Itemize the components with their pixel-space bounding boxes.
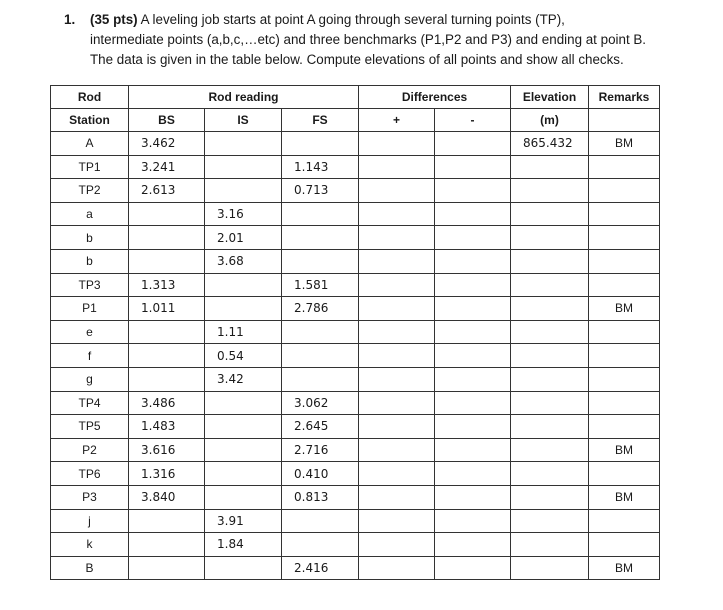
- remarks-cell: [589, 155, 660, 179]
- question-number: 1.: [64, 12, 76, 27]
- fs-cell: 2.645: [282, 415, 359, 439]
- header-station: Station: [51, 109, 129, 132]
- remarks-cell: BM: [589, 438, 660, 462]
- minus-cell: [435, 132, 511, 156]
- is-cell: [205, 155, 282, 179]
- leveling-table: [50, 85, 660, 580]
- table-row: [51, 155, 660, 179]
- question-line-1-text: A leveling job starts at point A going through several turning points (TP),: [137, 12, 565, 27]
- bs-cell: [129, 367, 205, 391]
- station-cell: k: [51, 533, 129, 557]
- minus-cell: [435, 179, 511, 203]
- elevation-cell: [511, 367, 589, 391]
- plus-cell: [359, 485, 435, 509]
- station-cell: f: [51, 344, 129, 368]
- elevation-cell: [511, 533, 589, 557]
- minus-cell: [435, 533, 511, 557]
- table-row: [51, 462, 660, 486]
- minus-cell: [435, 391, 511, 415]
- table-row: [51, 320, 660, 344]
- station-cell: TP6: [51, 462, 129, 486]
- elevation-cell: [511, 462, 589, 486]
- table-row: [51, 179, 660, 203]
- fs-cell: [282, 226, 359, 250]
- table-row: [51, 509, 660, 533]
- plus-cell: [359, 438, 435, 462]
- remarks-cell: BM: [589, 556, 660, 580]
- is-cell: 3.68: [205, 249, 282, 273]
- remarks-cell: [589, 391, 660, 415]
- plus-cell: [359, 202, 435, 226]
- plus-cell: [359, 462, 435, 486]
- station-cell: B: [51, 556, 129, 580]
- remarks-cell: [589, 179, 660, 203]
- plus-cell: [359, 249, 435, 273]
- bs-cell: [129, 556, 205, 580]
- remarks-cell: [589, 533, 660, 557]
- plus-cell: [359, 132, 435, 156]
- plus-cell: [359, 533, 435, 557]
- remarks-cell: [589, 249, 660, 273]
- table-row: [51, 391, 660, 415]
- fs-cell: 1.143: [282, 155, 359, 179]
- table-row: [51, 273, 660, 297]
- minus-cell: [435, 273, 511, 297]
- header-unit: (m): [511, 109, 589, 132]
- header-plus: +: [359, 109, 435, 132]
- fs-cell: [282, 344, 359, 368]
- minus-cell: [435, 202, 511, 226]
- table-row: [51, 485, 660, 509]
- fs-cell: [282, 249, 359, 273]
- table-row: [51, 226, 660, 250]
- bs-cell: 3.840: [129, 485, 205, 509]
- plus-cell: [359, 415, 435, 439]
- elevation-cell: [511, 391, 589, 415]
- header-remarks: Remarks: [589, 86, 660, 109]
- is-cell: [205, 462, 282, 486]
- bs-cell: 2.613: [129, 179, 205, 203]
- remarks-cell: [589, 320, 660, 344]
- table-row: [51, 132, 660, 156]
- station-cell: g: [51, 367, 129, 391]
- station-cell: a: [51, 202, 129, 226]
- plus-cell: [359, 367, 435, 391]
- table-row: [51, 367, 660, 391]
- station-cell: A: [51, 132, 129, 156]
- station-cell: TP5: [51, 415, 129, 439]
- is-cell: 3.91: [205, 509, 282, 533]
- is-cell: [205, 485, 282, 509]
- header-is: IS: [205, 109, 282, 132]
- fs-cell: [282, 132, 359, 156]
- plus-cell: [359, 297, 435, 321]
- elevation-cell: [511, 273, 589, 297]
- remarks-cell: [589, 462, 660, 486]
- header-row-1: [51, 86, 660, 109]
- table-row: [51, 533, 660, 557]
- bs-cell: [129, 344, 205, 368]
- plus-cell: [359, 344, 435, 368]
- is-cell: [205, 179, 282, 203]
- header-rod: Rod: [51, 86, 129, 109]
- header-rod-reading: Rod reading: [129, 86, 359, 109]
- plus-cell: [359, 226, 435, 250]
- bs-cell: 1.483: [129, 415, 205, 439]
- fs-cell: 3.062: [282, 391, 359, 415]
- remarks-cell: [589, 226, 660, 250]
- is-cell: 3.42: [205, 367, 282, 391]
- plus-cell: [359, 155, 435, 179]
- is-cell: 0.54: [205, 344, 282, 368]
- is-cell: 1.84: [205, 533, 282, 557]
- elevation-cell: [511, 320, 589, 344]
- bs-cell: [129, 509, 205, 533]
- header-remarks-blank: [589, 109, 660, 132]
- bs-cell: 3.241: [129, 155, 205, 179]
- plus-cell: [359, 273, 435, 297]
- remarks-cell: [589, 273, 660, 297]
- plus-cell: [359, 320, 435, 344]
- minus-cell: [435, 556, 511, 580]
- bs-cell: 3.616: [129, 438, 205, 462]
- station-cell: TP1: [51, 155, 129, 179]
- is-cell: [205, 273, 282, 297]
- table-body: [51, 132, 660, 580]
- elevation-cell: [511, 155, 589, 179]
- elevation-cell: [511, 509, 589, 533]
- remarks-cell: BM: [589, 297, 660, 321]
- minus-cell: [435, 462, 511, 486]
- fs-cell: [282, 202, 359, 226]
- elevation-cell: [511, 297, 589, 321]
- bs-cell: 1.011: [129, 297, 205, 321]
- is-cell: [205, 438, 282, 462]
- bs-cell: 1.316: [129, 462, 205, 486]
- question-line-3: The data is given in the table below. Compute elevations of all points and show all checks.: [90, 52, 624, 67]
- table-row: [51, 438, 660, 462]
- fs-cell: 2.416: [282, 556, 359, 580]
- elevation-cell: [511, 202, 589, 226]
- elevation-cell: [511, 415, 589, 439]
- table-row: [51, 297, 660, 321]
- elevation-cell: [511, 344, 589, 368]
- header-row-2: [51, 109, 660, 132]
- bs-cell: 1.313: [129, 273, 205, 297]
- table-row: [51, 202, 660, 226]
- question-line-1: [90, 10, 684, 30]
- elevation-cell: 865.432: [511, 132, 589, 156]
- bs-cell: [129, 249, 205, 273]
- is-cell: [205, 132, 282, 156]
- station-cell: P2: [51, 438, 129, 462]
- station-cell: TP3: [51, 273, 129, 297]
- minus-cell: [435, 155, 511, 179]
- table-row: [51, 249, 660, 273]
- elevation-cell: [511, 438, 589, 462]
- table-row: [51, 556, 660, 580]
- elevation-cell: [511, 556, 589, 580]
- table-row: [51, 415, 660, 439]
- fs-cell: [282, 320, 359, 344]
- fs-cell: 0.713: [282, 179, 359, 203]
- header-bs: BS: [129, 109, 205, 132]
- station-cell: P3: [51, 485, 129, 509]
- fs-cell: [282, 367, 359, 391]
- fs-cell: 0.813: [282, 485, 359, 509]
- fs-cell: [282, 509, 359, 533]
- elevation-cell: [511, 179, 589, 203]
- is-cell: 2.01: [205, 226, 282, 250]
- minus-cell: [435, 509, 511, 533]
- station-cell: e: [51, 320, 129, 344]
- station-cell: TP2: [51, 179, 129, 203]
- plus-cell: [359, 391, 435, 415]
- station-cell: P1: [51, 297, 129, 321]
- header-minus: -: [435, 109, 511, 132]
- header-fs: FS: [282, 109, 359, 132]
- is-cell: 3.16: [205, 202, 282, 226]
- elevation-cell: [511, 485, 589, 509]
- is-cell: [205, 556, 282, 580]
- fs-cell: 2.716: [282, 438, 359, 462]
- is-cell: [205, 415, 282, 439]
- is-cell: [205, 297, 282, 321]
- station-cell: j: [51, 509, 129, 533]
- minus-cell: [435, 367, 511, 391]
- station-cell: TP4: [51, 391, 129, 415]
- bs-cell: 3.462: [129, 132, 205, 156]
- elevation-cell: [511, 249, 589, 273]
- fs-cell: 2.786: [282, 297, 359, 321]
- station-cell: b: [51, 249, 129, 273]
- remarks-cell: BM: [589, 132, 660, 156]
- bs-cell: [129, 533, 205, 557]
- question-text: [64, 10, 684, 70]
- remarks-cell: [589, 344, 660, 368]
- minus-cell: [435, 415, 511, 439]
- fs-cell: 0.410: [282, 462, 359, 486]
- minus-cell: [435, 485, 511, 509]
- remarks-cell: [589, 415, 660, 439]
- table-row: [51, 344, 660, 368]
- minus-cell: [435, 249, 511, 273]
- is-cell: [205, 391, 282, 415]
- bs-cell: [129, 320, 205, 344]
- bs-cell: [129, 226, 205, 250]
- remarks-cell: [589, 367, 660, 391]
- remarks-cell: [589, 202, 660, 226]
- fs-cell: 1.581: [282, 273, 359, 297]
- bs-cell: 3.486: [129, 391, 205, 415]
- fs-cell: [282, 533, 359, 557]
- question-points: (35 pts): [90, 12, 138, 27]
- bs-cell: [129, 202, 205, 226]
- plus-cell: [359, 509, 435, 533]
- station-cell: b: [51, 226, 129, 250]
- plus-cell: [359, 556, 435, 580]
- header-elevation: Elevation: [511, 86, 589, 109]
- header-differences: Differences: [359, 86, 511, 109]
- minus-cell: [435, 344, 511, 368]
- remarks-cell: BM: [589, 485, 660, 509]
- minus-cell: [435, 438, 511, 462]
- question-line-2: intermediate points (a,b,c,…etc) and three benchmarks (P1,P2 and P3) and ending at point B.: [90, 32, 647, 47]
- minus-cell: [435, 297, 511, 321]
- minus-cell: [435, 320, 511, 344]
- elevation-cell: [511, 226, 589, 250]
- plus-cell: [359, 179, 435, 203]
- is-cell: 1.11: [205, 320, 282, 344]
- remarks-cell: [589, 509, 660, 533]
- minus-cell: [435, 226, 511, 250]
